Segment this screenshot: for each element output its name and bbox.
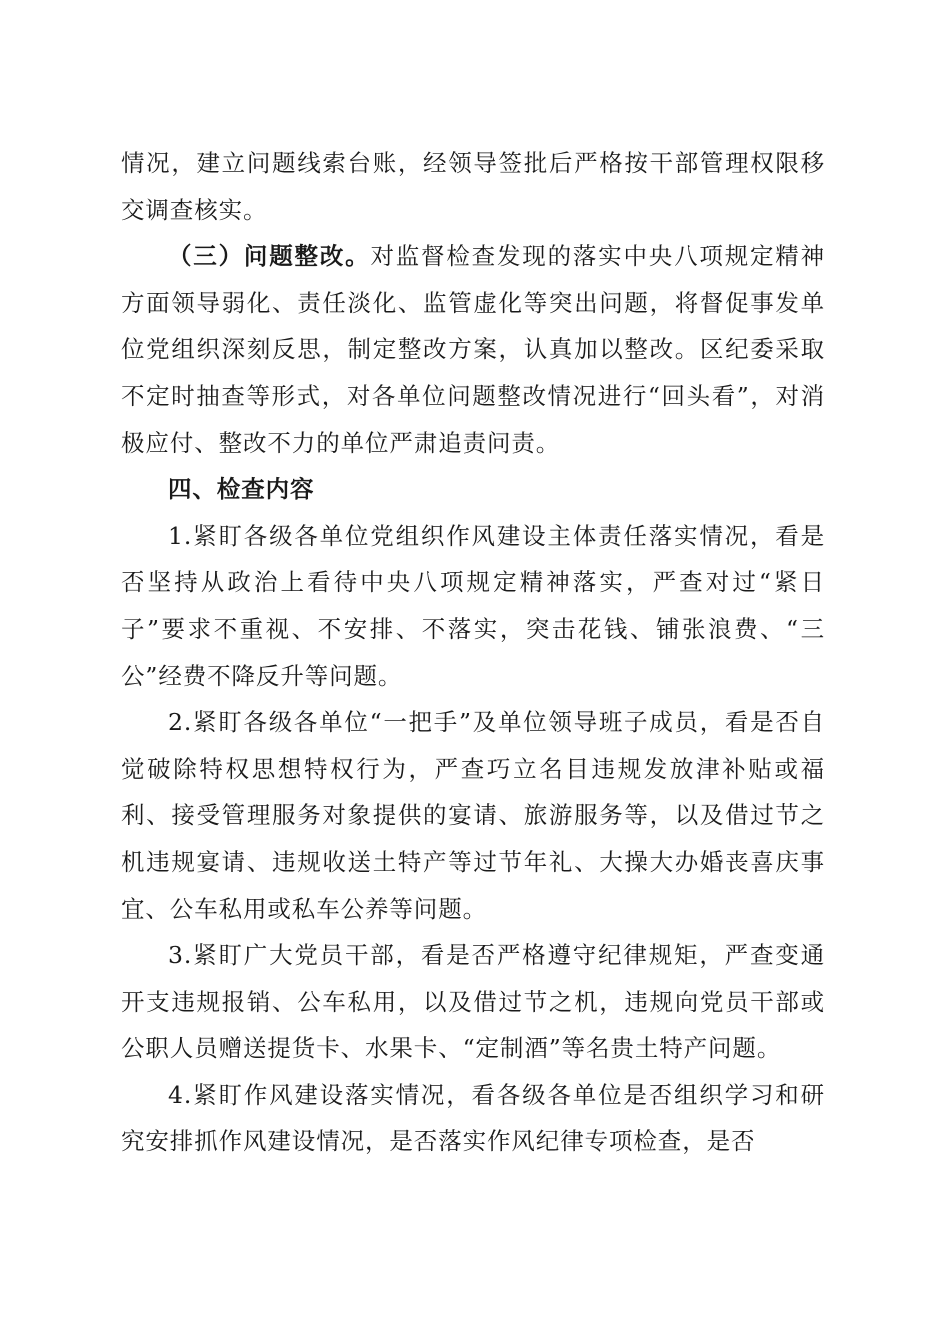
- section-3-body: 对监督检查发现的落实中央八项规定精神方面领导弱化、责任淡化、监管虚化等突出问题，将督促事发单位党组织深刻反思，制定整改方案，认真加以整改。区纪委采取不定时抽查等形式，对各单位问题整改情况进行“回头看”，对消极应付、整改不力的单位严肃追责问责。: [121, 242, 826, 457]
- section-3-title: （三）问题整改。: [168, 242, 371, 271]
- list-item-2: 2.紧盯各级各单位“一把手”及单位领导班子成员，看是否自觉破除特权思想特权行为，严查巧立名目违规发放津补贴或福利、接受管理服务对象提供的宴请、旅游服务等，以及借过节之机违规宴请、违规收送土特产等过节年礼、大操大办婚丧喜庆事宜、公车私用或私车公养等问题。: [121, 708, 825, 923]
- document-body: [121, 140, 825, 1165]
- heading-section-4: 四、检查内容: [168, 475, 315, 504]
- paragraph-continued: 情况，建立问题线索台账，经领导签批后严格按干部管理权限移交调查核实。: [121, 149, 825, 224]
- list-item-3: 3.紧盯广大党员干部，看是否严格遵守纪律规矩，严查变通开支违规报销、公车私用，以及借过节之机，违规向党员干部或公职人员赠送提货卡、水果卡、“定制酒”等名贵土特产问题。: [121, 941, 825, 1063]
- list-item-4: 4.紧盯作风建设落实情况，看各级各单位是否组织学习和研究安排抓作风建设情况，是否落实作风纪律专项检查，是否: [121, 1080, 825, 1156]
- list-item-1: 1.紧盯各级各单位党组织作风建设主体责任落实情况，看是否坚持从政治上看待中央八项规定精神落实，严查对过“紧日子”要求不重视、不安排、不落实，突击花钱、铺张浪费、“三公”经费不降反升等问题。: [121, 521, 825, 690]
- paragraph-section-3: [121, 233, 825, 466]
